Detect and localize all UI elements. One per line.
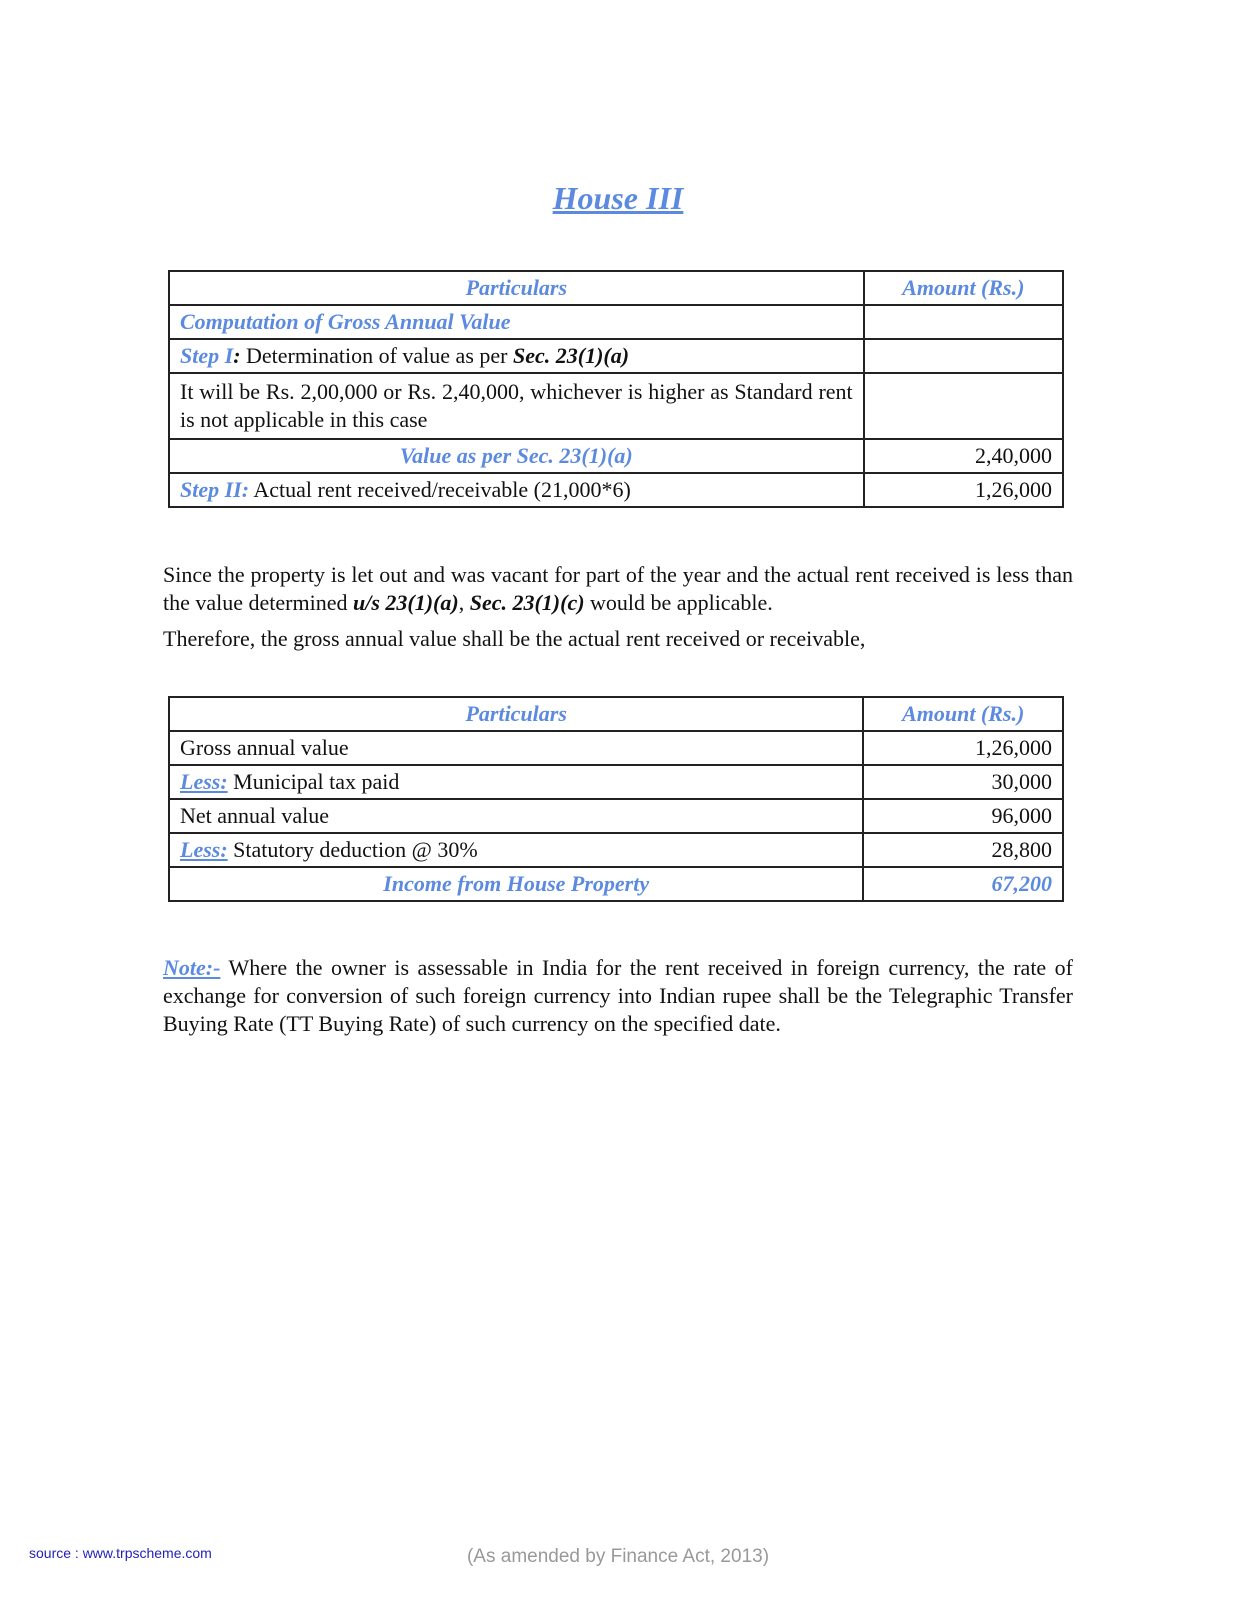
row-label [169, 833, 863, 867]
table-row [169, 833, 1063, 867]
footer-note: (As amended by Finance Act, 2013) [466, 1546, 770, 1567]
table-row [169, 473, 1063, 507]
row-amount: 30,000 [863, 765, 1063, 799]
total-amount: 67,200 [863, 867, 1063, 901]
table-header-row [169, 271, 1063, 305]
less-prefix: Less: [180, 769, 228, 794]
computation-heading: Computation of Gross Annual Value [169, 305, 864, 339]
table-row [169, 799, 1063, 833]
therefore-paragraph: Therefore, the gross annual value shall be the actual rent received or receivable, [163, 626, 866, 651]
less-prefix: Less: [180, 837, 228, 862]
para1-sep: , [458, 590, 470, 615]
row-label [169, 799, 863, 833]
value-row-amount: 2,40,000 [864, 439, 1063, 473]
row-text: Net annual value [180, 803, 330, 828]
row-text: Statutory deduction @ 30% [227, 837, 478, 862]
income-table [168, 696, 1064, 902]
step2-text: Actual rent received/receivable (21,000*6) [249, 477, 631, 502]
amount-header: Amount (Rs.) [864, 271, 1063, 305]
total-row [169, 867, 1063, 901]
amount-header: Amount (Rs.) [863, 697, 1063, 731]
note-paragraph [163, 954, 1073, 1038]
explanation-paragraph [163, 561, 1073, 617]
empty-amount-cell [864, 339, 1063, 373]
step1-text: Determination of value as per [240, 343, 513, 368]
row-amount: 28,800 [863, 833, 1063, 867]
table-row [169, 373, 1063, 439]
row-label [169, 731, 863, 765]
table-row [169, 765, 1063, 799]
para1-text: Since the property is let out and was vacant for part of the year and the actual rent received is less than the value determined [163, 562, 1073, 615]
table-row [169, 731, 1063, 765]
particulars-header: Particulars [169, 697, 863, 731]
value-row-label: Value as per Sec. 23(1)(a) [169, 439, 864, 473]
empty-amount-cell [864, 373, 1063, 439]
step1-label: Step I [180, 343, 234, 368]
empty-amount-cell [864, 305, 1063, 339]
table-header-row [169, 697, 1063, 731]
table-row [169, 305, 1063, 339]
table-row [169, 439, 1063, 473]
row-label [169, 765, 863, 799]
note-label: Note:- [163, 955, 221, 980]
step1-section: Sec. 23(1)(a) [512, 343, 630, 368]
step2-amount: 1,26,000 [864, 473, 1063, 507]
gross-annual-value-table [168, 270, 1064, 508]
row-text: Municipal tax paid [227, 769, 400, 794]
total-label: Income from House Property [169, 867, 863, 901]
step1-cell [169, 339, 864, 373]
particulars-header: Particulars [169, 271, 864, 305]
source-link[interactable]: source : www.trpscheme.com [29, 1545, 212, 1561]
row-text: Gross annual value [180, 735, 349, 760]
page-title: House III [552, 180, 684, 216]
para1-ref2: Sec. 23(1)(c) [469, 590, 585, 615]
step2-cell [169, 473, 864, 507]
step2-label: Step II: [180, 477, 250, 502]
row-amount: 96,000 [863, 799, 1063, 833]
explanation-cell: It will be Rs. 2,00,000 or Rs. 2,40,000, whichever is higher as Standard rent is not applicable in this case [169, 373, 864, 439]
note-text: Where the owner is assessable in India for the rent received in foreign currency, the rate of exchange for conversion of such foreign currency into Indian rupee shall be the Telegraphic Transfer Buying Rate (TT Buying Rate) of such currency on the specified date. [163, 955, 1073, 1036]
row-amount: 1,26,000 [863, 731, 1063, 765]
table-row [169, 339, 1063, 373]
step1-colon: : [233, 343, 241, 368]
para1-ref1: u/s 23(1)(a) [352, 590, 459, 615]
para1-text-end: would be applicable. [584, 590, 773, 615]
